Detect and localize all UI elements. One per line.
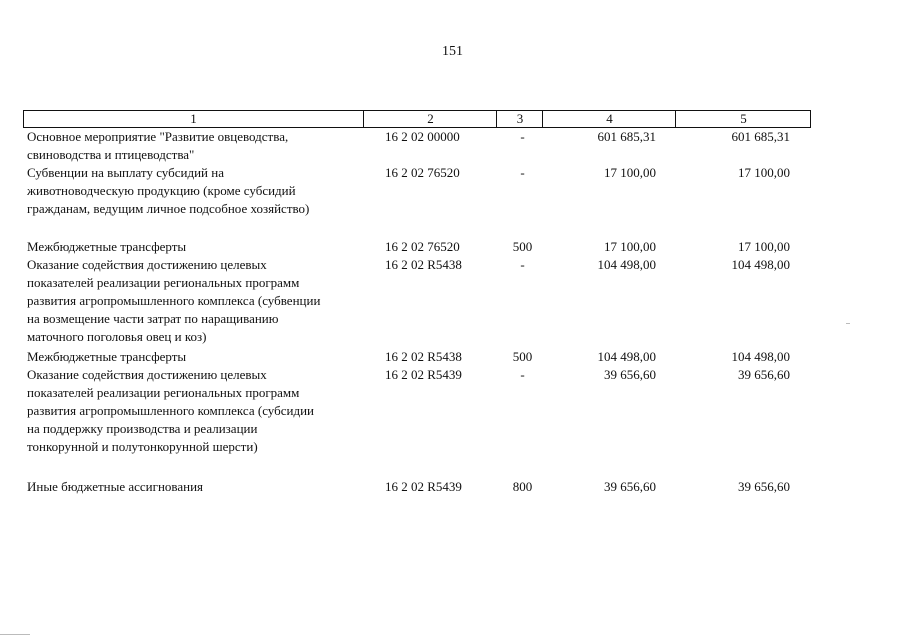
row-name: Межбюджетные трансферты bbox=[27, 349, 187, 364]
row-code: 16 2 02 00000 bbox=[385, 129, 460, 144]
row-value-5: 39 656,60 bbox=[738, 367, 790, 382]
row-type: - bbox=[520, 257, 525, 272]
row-name: Основное мероприятие "Развитие овцеводства, свиноводства и птицеводства" bbox=[27, 129, 289, 162]
row-value-5: 601 685,31 bbox=[731, 129, 790, 144]
row-value-4: 104 498,00 bbox=[597, 349, 656, 364]
row-type: 500 bbox=[512, 349, 533, 364]
row-type: - bbox=[520, 129, 525, 144]
row-name: Иные бюджетные ассигнования bbox=[27, 479, 204, 494]
row-value-5: 17 100,00 bbox=[738, 239, 790, 254]
scan-artifact bbox=[0, 634, 30, 635]
row-name: Оказание содействия достижению целевых показателей реализации региональных программ развития агропромышленного комплекса (субсидии на поддержку производства и реализации тонкорунной и полутонкорунной шерсти) bbox=[27, 367, 314, 454]
row-name: Оказание содействия достижению целевых показателей реализации региональных программ развития агропромышленного комплекса (субвенции на возмещение части затрат по наращиванию маточного поголовья овец и коз) bbox=[27, 257, 321, 344]
header-col-2: 2 bbox=[363, 111, 497, 127]
row-type: 500 bbox=[512, 239, 533, 254]
header-col-4: 4 bbox=[542, 111, 676, 127]
row-value-5: 104 498,00 bbox=[731, 257, 790, 272]
row-type: - bbox=[520, 367, 525, 382]
row-code: 16 2 02 76520 bbox=[385, 165, 460, 180]
row-type: 800 bbox=[512, 479, 533, 494]
row-value-4: 39 656,60 bbox=[604, 367, 656, 382]
header-col-3: 3 bbox=[496, 111, 543, 127]
row-code: 16 2 02 76520 bbox=[385, 239, 460, 254]
row-value-5: 104 498,00 bbox=[731, 349, 790, 364]
table-header bbox=[23, 110, 811, 128]
row-value-5: 17 100,00 bbox=[738, 165, 790, 180]
row-value-4: 17 100,00 bbox=[604, 165, 656, 180]
row-value-5: 39 656,60 bbox=[738, 479, 790, 494]
row-value-4: 601 685,31 bbox=[597, 129, 656, 144]
row-code: 16 2 02 R5438 bbox=[385, 349, 462, 364]
header-col-5: 5 bbox=[675, 111, 811, 127]
row-name: Субвенции на выплату субсидий на животноводческую продукцию (кроме субсидий гражданам, ведущим личное подсобное хозяйство) bbox=[27, 165, 310, 216]
row-code: 16 2 02 R5439 bbox=[385, 367, 462, 382]
header-col-1: 1 bbox=[190, 111, 197, 126]
row-name: Межбюджетные трансферты bbox=[27, 239, 187, 254]
scan-speck bbox=[846, 323, 850, 324]
page-number: 151 bbox=[442, 44, 463, 59]
row-code: 16 2 02 R5438 bbox=[385, 257, 462, 272]
row-value-4: 104 498,00 bbox=[597, 257, 656, 272]
row-value-4: 17 100,00 bbox=[604, 239, 656, 254]
row-code: 16 2 02 R5439 bbox=[385, 479, 462, 494]
row-value-4: 39 656,60 bbox=[604, 479, 656, 494]
row-type: - bbox=[520, 165, 525, 180]
